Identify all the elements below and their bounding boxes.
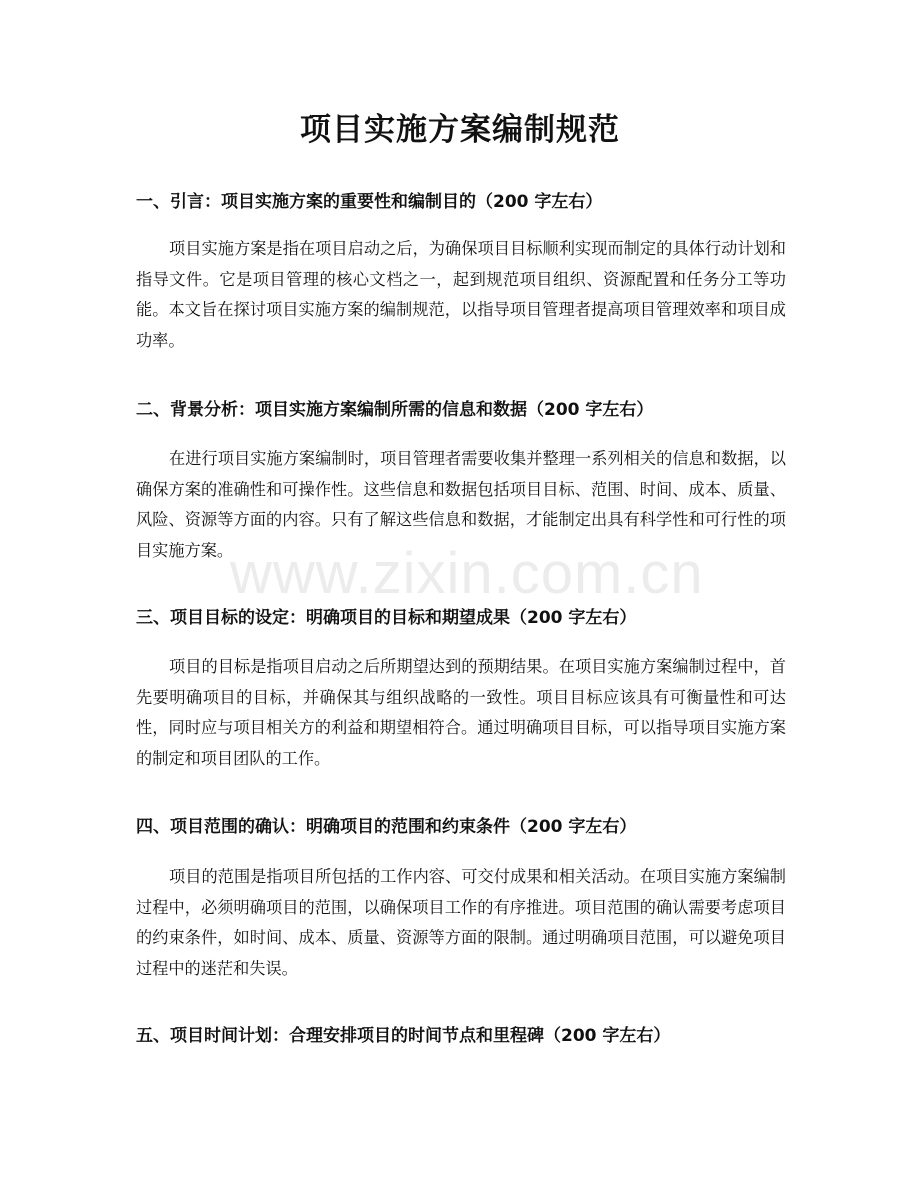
- watermark: www.zixin.com.cn: [230, 541, 704, 606]
- section-heading-5: 五、项目时间计划：合理安排项目的时间节点和里程碑（200 字左右）: [136, 1026, 671, 1046]
- section-body-3: 项目的目标是指项目启动之后所期望达到的预期结果。在项目实施方案编制过程中，首先要明确项目的目标，并确保其与组织战略的一致性。项目目标应该具有可衡量性和可达性，同时应与项目相关方的利益和期望相符合。通过明确项目目标，可以指导项目实施方案的制定和项目团队的工作。: [136, 657, 786, 768]
- section-heading-1: 一、引言：项目实施方案的重要性和编制目的（200 字左右）: [136, 192, 603, 212]
- section-body-4: 项目的范围是指项目所包括的工作内容、可交付成果和相关活动。在项目实施方案编制过程中，必须明确项目的范围，以确保项目工作的有序推进。项目范围的确认需要考虑项目的约束条件，如时间、成本、质量、资源等方面的限制。通过明确项目范围，可以避免项目过程中的迷茫和失误。: [136, 867, 786, 978]
- section-body-1: 项目实施方案是指在项目启动之后，为确保项目目标顺利实现而制定的具体行动计划和指导文件。它是项目管理的核心文档之一，起到规范项目组织、资源配置和任务分工等功能。本文旨在探讨项目实施方案的编制规范，以指导项目管理者提高项目管理效率和项目成功率。: [136, 239, 786, 350]
- section-body-2: 在进行项目实施方案编制时，项目管理者需要收集并整理一系列相关的信息和数据，以确保方案的准确性和可操作性。这些信息和数据包括项目目标、范围、时间、成本、质量、风险、资源等方面的内容。只有了解这些信息和数据，才能制定出具有科学性和可行性的项目实施方案。: [136, 449, 786, 560]
- document-title: 项目实施方案编制规范: [300, 112, 620, 148]
- section-heading-2: 二、背景分析：项目实施方案编制所需的信息和数据（200 字左右）: [136, 400, 654, 420]
- section-heading-4: 四、项目范围的确认：明确项目的范围和约束条件（200 字左右）: [136, 817, 637, 837]
- section-heading-3: 三、项目目标的设定：明确项目的目标和期望成果（200 字左右）: [136, 608, 637, 628]
